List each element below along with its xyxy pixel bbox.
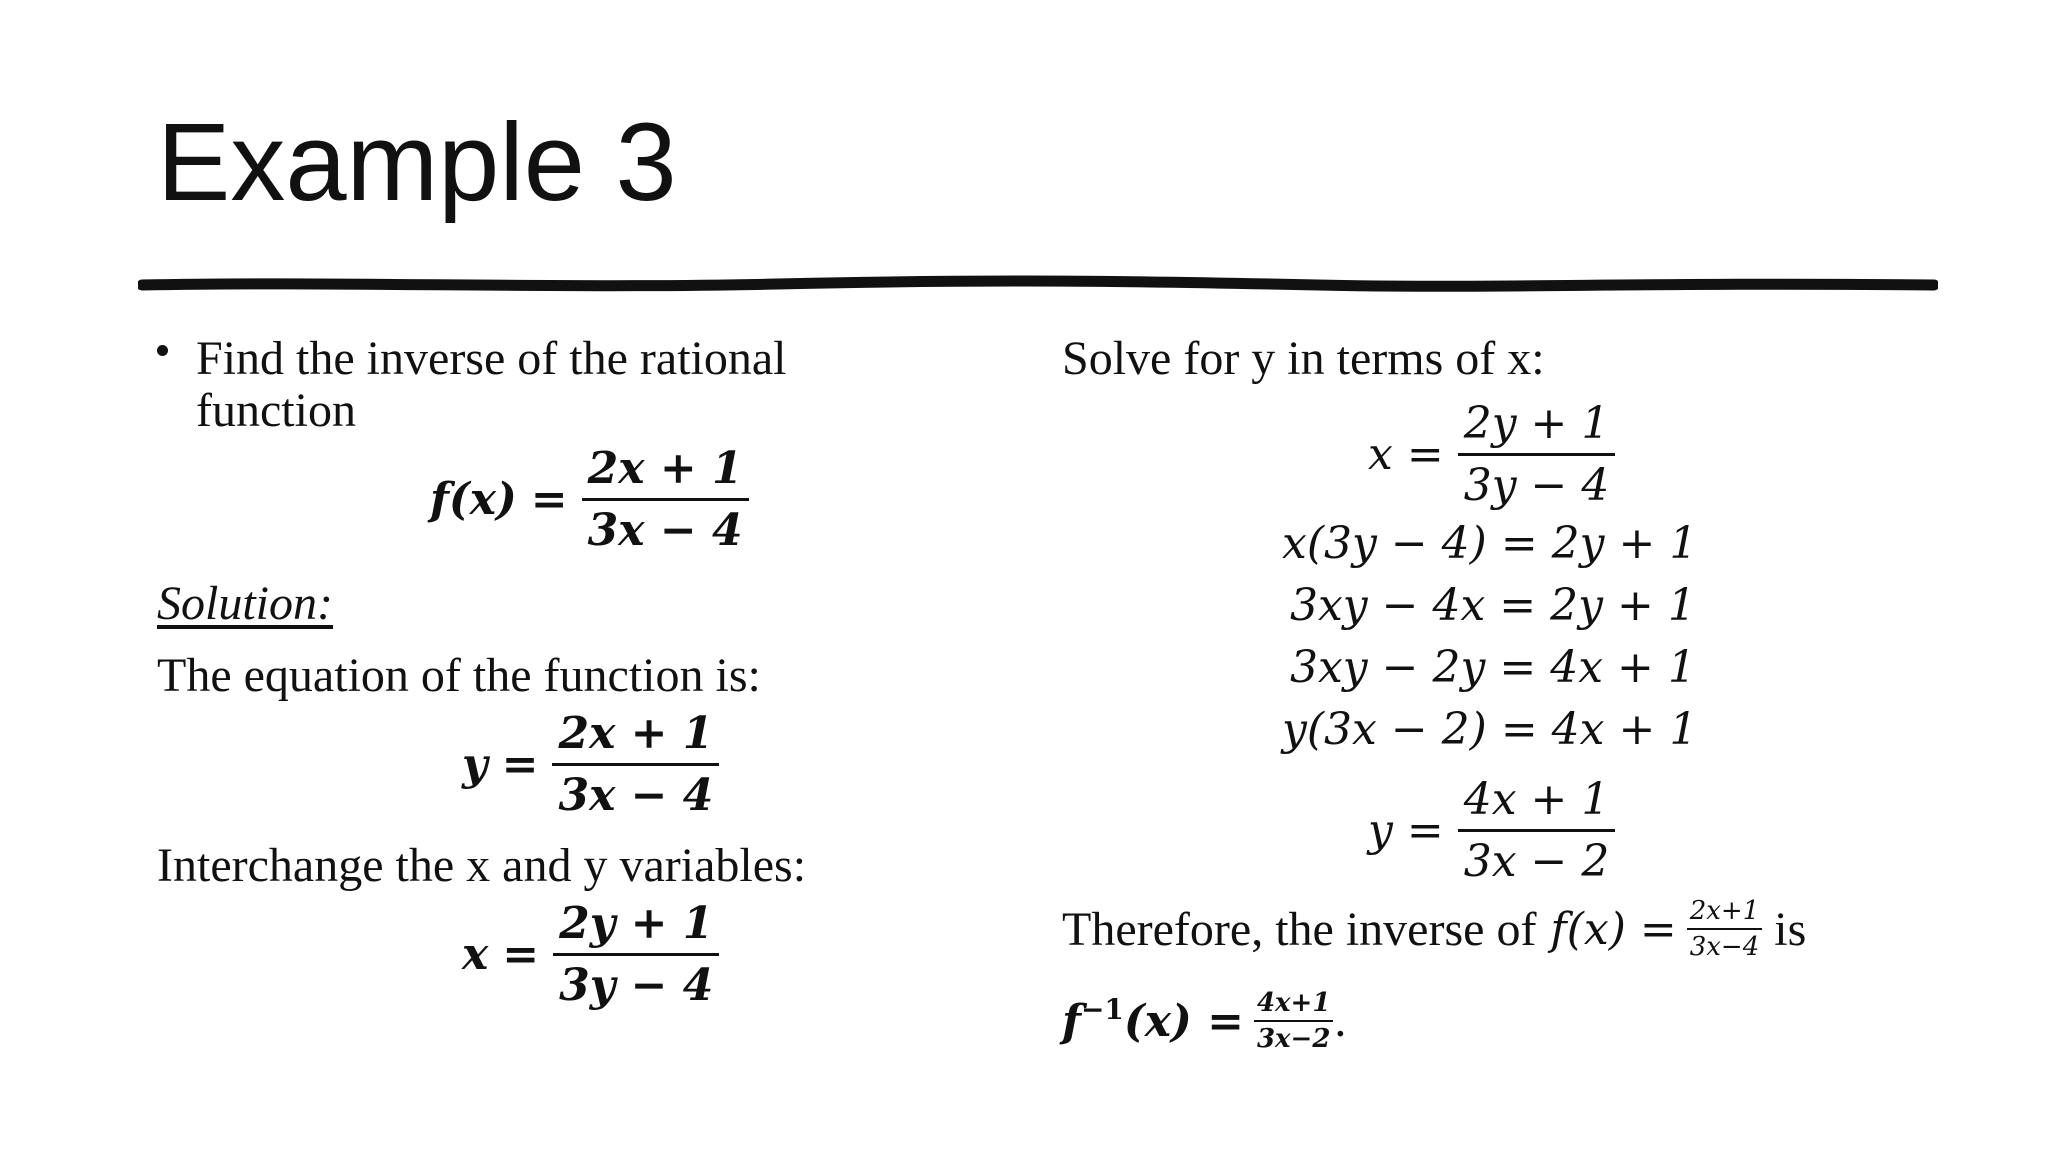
interchange-text: Interchange the x and y variables: [157,839,807,892]
inverse-function-name: f [1062,995,1081,1047]
y-equation [462,708,719,821]
inverse-denominator: 3x−2 [1256,1024,1331,1054]
step1-fraction [1458,398,1616,511]
step1-lhs: x [1368,429,1393,480]
equation-intro-text: The equation of the function is: [157,649,761,702]
step2-equation: x(3y − 4) = 2y + 1 [1282,518,1698,569]
step6-lhs: y [1368,805,1393,856]
inverse-superscript: −1 [1080,992,1124,1026]
therefore-is: is [1774,902,1807,956]
bullet-dot [157,345,168,356]
function-denominator: 3x − 4 [587,505,743,556]
page-title: Example 3 [157,101,677,224]
x-fraction [553,898,719,1011]
step1-numerator: 2y + 1 [1463,398,1610,449]
therefore-text: Therefore, the inverse of [1062,902,1537,956]
function-definition [430,443,749,556]
inverse-result [1062,988,1347,1054]
function-lhs: f(x) [430,474,517,525]
solve-text: Solve for y in terms of x: [1062,332,1545,385]
y-lhs: y [462,739,488,790]
step6-denominator: 3x − 2 [1463,836,1610,887]
solution-label: Solution: [157,577,333,630]
equals-sign: = [501,739,539,790]
function-fraction [582,443,749,556]
inverse-numerator: 4x+1 [1256,988,1331,1018]
therefore-numerator: 2x+1 [1689,896,1760,926]
step6-fraction [1458,774,1616,887]
step6-numerator: 4x + 1 [1463,774,1610,825]
function-numerator: 2x + 1 [587,443,743,494]
y-fraction [552,708,719,821]
x-denominator: 3y − 4 [559,960,714,1011]
step1-equation [1368,398,1615,511]
equals-sign: = [502,929,540,980]
therefore-line [1062,896,1806,962]
bullet-text-line2: function [196,384,356,437]
equals-sign: = [1406,805,1444,856]
step6-equation [1368,774,1615,887]
x-lhs: x [462,929,489,980]
inverse-fraction [1254,988,1333,1054]
equals-sign: = [1406,429,1444,480]
therefore-denominator: 3x−4 [1689,932,1760,962]
step4-equation: 3xy − 2y = 4x + 1 [1290,642,1696,693]
therefore-function: f(x) = [1550,903,1677,955]
x-numerator: 2y + 1 [559,898,714,949]
step3-equation: 3xy − 4x = 2y + 1 [1290,580,1696,631]
x-equation [462,898,719,1011]
y-numerator: 2x + 1 [558,708,714,759]
step1-denominator: 3y − 4 [1463,460,1610,511]
step5-equation: y(3x − 2) = 4x + 1 [1282,704,1698,755]
inverse-period: . [1333,995,1348,1047]
y-denominator: 3x − 4 [558,770,714,821]
therefore-fraction [1687,896,1763,962]
inverse-argument: (x) = [1123,995,1244,1047]
title-divider [138,272,1938,296]
equals-sign: = [530,474,568,525]
bullet-text-line1: Find the inverse of the rational [196,332,787,385]
